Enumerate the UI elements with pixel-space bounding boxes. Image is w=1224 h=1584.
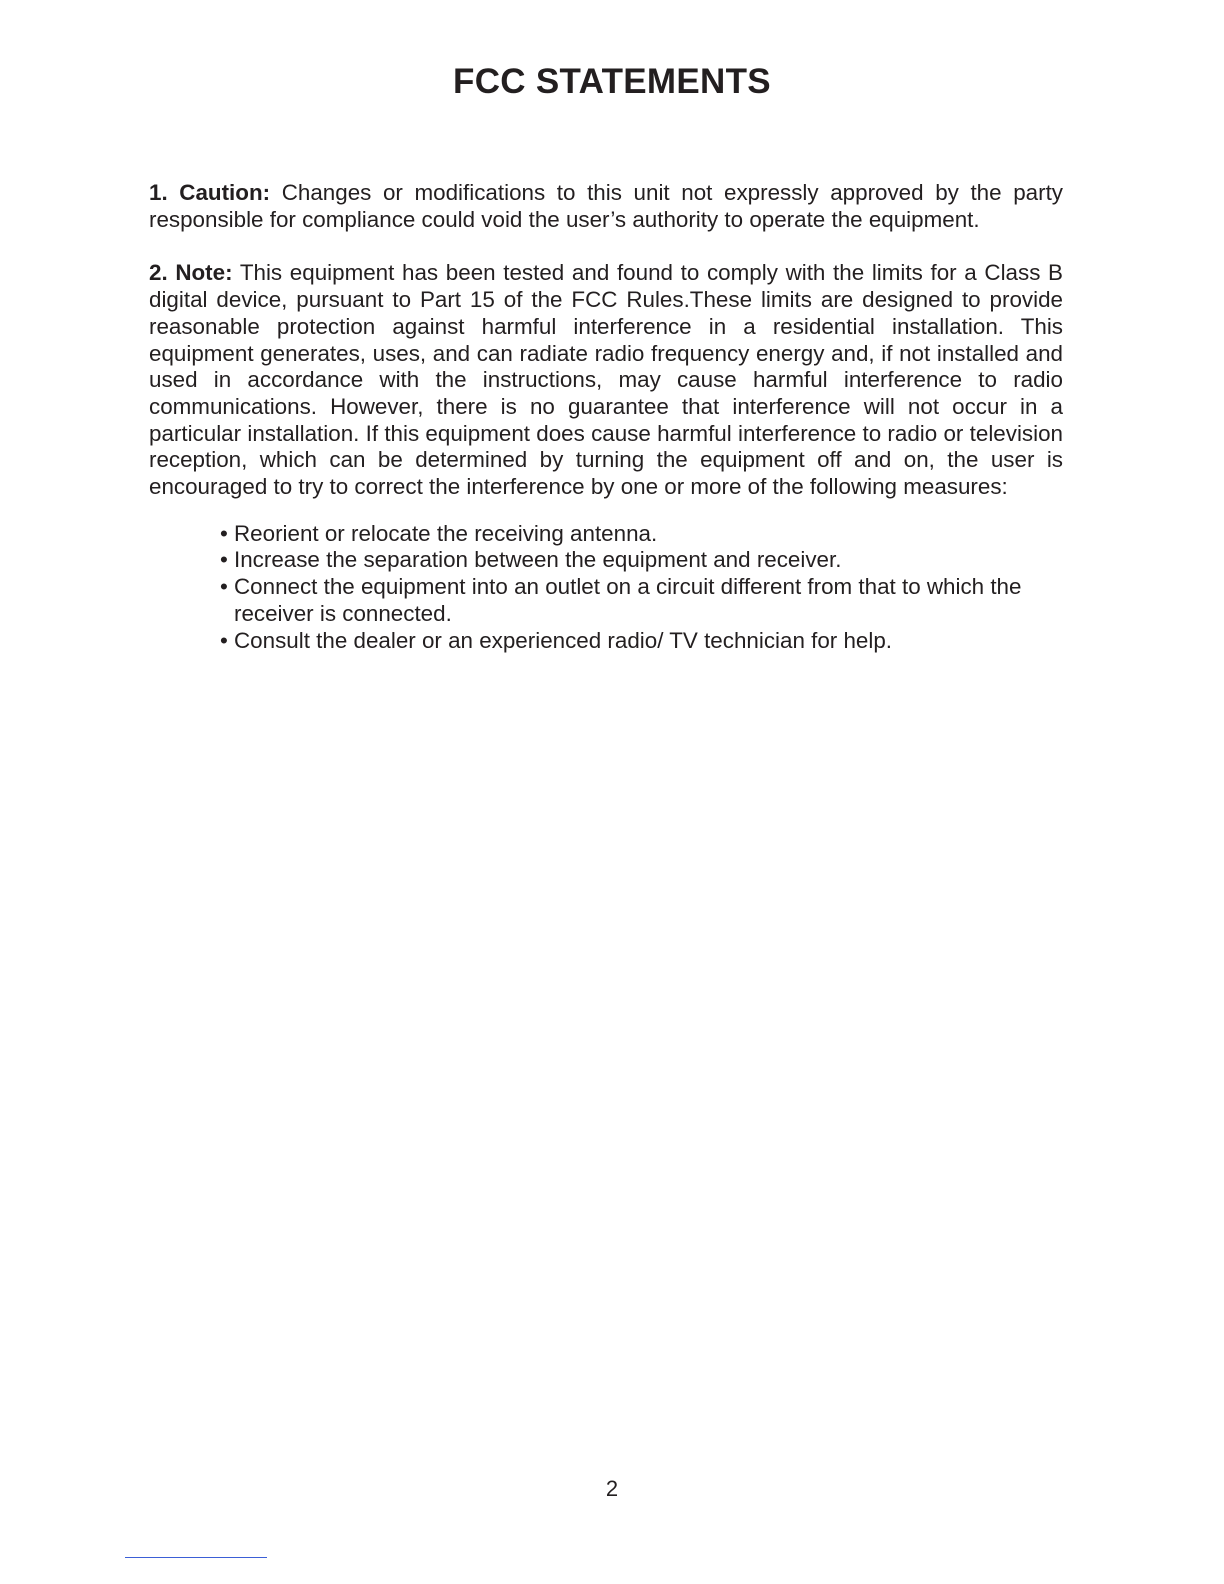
list-item	[220, 547, 1063, 574]
bullet-icon: •	[220, 627, 228, 653]
note-paragraph	[149, 260, 1063, 500]
measure-text: Consult the dealer or an experienced radio/ TV technician for help.	[234, 627, 893, 653]
caution-heading: 1. Caution:	[149, 180, 271, 205]
measures-list	[149, 521, 1063, 655]
measure-text: Increase the separation between the equipment and receiver.	[234, 547, 842, 573]
page-title: FCC STATEMENTS	[453, 62, 771, 101]
measure-text: Connect the equipment into an outlet on a circuit different from that to which the receiver is connected.	[234, 574, 1022, 626]
list-item	[220, 574, 1063, 627]
bullet-icon: •	[220, 574, 228, 600]
statement-body	[149, 180, 1063, 654]
bullet-icon: •	[220, 547, 228, 573]
note-heading: 2. Note:	[149, 260, 233, 286]
list-item	[220, 521, 1063, 548]
list-item	[220, 628, 1063, 655]
caution-text: Changes or modifications to this unit not expressly approved by the party responsible for compliance could void the user’s authority to operate the equipment.	[149, 180, 1063, 232]
note-text: This equipment has been tested and found to comply with the limits for a Class B digital device, pursuant to Part 15 of the FCC Rules.These limits are designed to provide reasonable protection against harmful interference in a residential installation. This equipment generates, uses, and can radiate radio frequency energy and, if not installed and used in accordance with the instructions, may cause harmful interference to radio communications. However, there is no guarantee that interference will not occur in a particular installation. If this equipment does cause harmful interference to radio or television reception, which can be determined by turning the equipment off and on, the user is encouraged to try to correct the interference by one or more of the following measures:	[149, 260, 1063, 500]
footer-divider	[125, 1557, 267, 1558]
caution-paragraph	[149, 180, 1063, 233]
measure-text: Reorient or relocate the receiving antenna.	[234, 520, 658, 546]
page-number: 2	[605, 1476, 619, 1501]
bullet-icon: •	[220, 520, 228, 546]
